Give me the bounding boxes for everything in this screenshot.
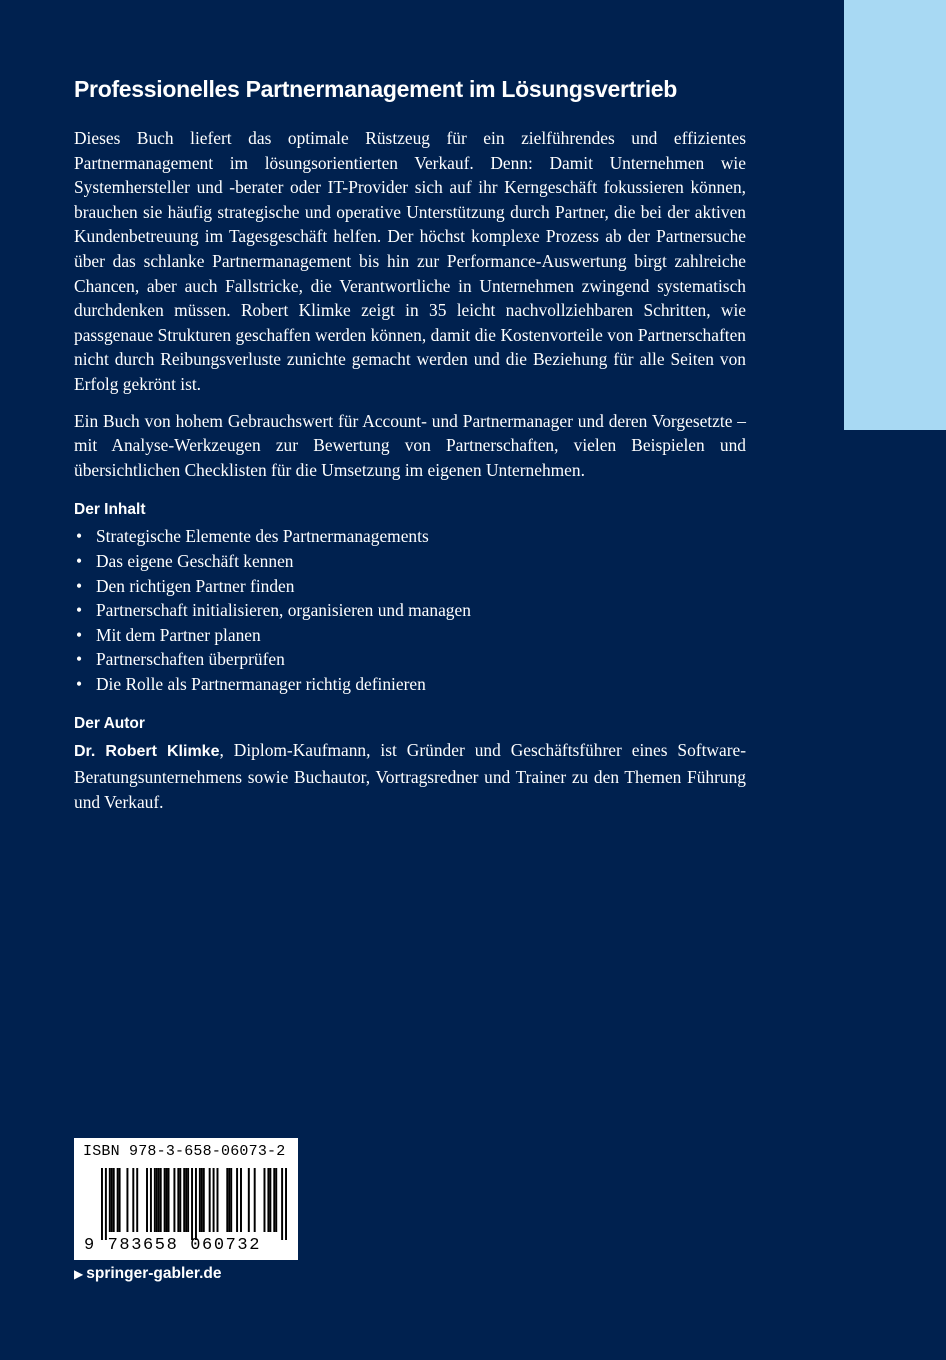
barcode-bar <box>119 1168 121 1232</box>
barcode-bar <box>203 1168 205 1232</box>
barcode-bar <box>228 1168 230 1232</box>
barcode-bar <box>136 1168 138 1232</box>
contents-item: • Die Rolle als Partnermanager richtig definieren <box>74 672 746 697</box>
barcode-bar <box>146 1168 148 1232</box>
contents-item: • Partnerschaft initialisieren, organisieren und managen <box>74 598 746 623</box>
accent-band <box>844 0 946 430</box>
barcode-bar <box>217 1168 219 1232</box>
barcode-bar <box>191 1168 193 1240</box>
barcode-box <box>74 1138 298 1260</box>
barcode-bar <box>273 1168 275 1232</box>
author-bio <box>74 738 746 814</box>
barcode-bar <box>185 1168 187 1232</box>
contents-item: • Mit dem Partner planen <box>74 623 746 648</box>
arrow-right-icon: ▶ <box>74 1267 84 1281</box>
barcode-bar <box>187 1168 189 1232</box>
barcode-bar <box>166 1168 168 1232</box>
barcode-bar <box>236 1168 238 1232</box>
barcode-bar <box>183 1168 185 1232</box>
bullet-icon: • <box>76 526 83 547</box>
barcode-bar <box>267 1168 269 1232</box>
barcode-bar <box>254 1168 256 1232</box>
barcode-icon <box>101 1168 287 1240</box>
barcode-bar <box>168 1168 170 1232</box>
barcode-bar <box>209 1168 211 1232</box>
barcode-bar <box>285 1168 287 1240</box>
ean-digits: 9 783658 060732 <box>84 1236 262 1255</box>
barcode-bar <box>111 1168 113 1232</box>
barcode-bar <box>150 1168 152 1232</box>
barcode-bar <box>226 1168 228 1232</box>
barcode-bar <box>132 1168 134 1232</box>
website-text: springer-gabler.de <box>86 1265 222 1282</box>
barcode-bar <box>240 1168 242 1232</box>
barcode-bar <box>264 1168 266 1232</box>
contents-item: • Strategische Elemente des Partnermanagements <box>74 524 746 549</box>
bullet-icon: • <box>76 624 83 645</box>
author-bio-text: , Diplom-Kaufmann, ist Gründer und Geschäftsführer eines Software-Beratungsunternehmens sowie Buchautor, Vortragsredner und Trainer zu den Themen Führung und Verkauf. <box>74 740 747 812</box>
barcode-bar <box>156 1168 158 1232</box>
barcode-bar <box>160 1168 162 1232</box>
description-paragraph-2: Ein Buch von hohem Gebrauchswert für Account- und Partnermanager und deren Vorgesetzte – mit Analyse-Werkzeugen zur Bewertung von Partnerschaften, vielen Beispielen und übersichtlichen Checklisten für die Umsetzung im eigenen Unternehmen. <box>74 410 746 480</box>
bullet-icon: • <box>76 673 83 694</box>
barcode-bar <box>101 1168 103 1240</box>
barcode-bar <box>195 1168 197 1240</box>
bullet-icon: • <box>76 550 83 571</box>
barcode-bar <box>230 1168 232 1232</box>
barcode-bar <box>158 1168 160 1232</box>
barcode-bar <box>177 1168 179 1232</box>
barcode-bar <box>281 1168 283 1240</box>
publisher-website[interactable] <box>74 1264 221 1284</box>
barcode-bar <box>213 1168 215 1232</box>
barcode-bar <box>199 1168 201 1232</box>
author-name: Dr. Robert Klimke <box>74 743 220 761</box>
contents-item: • Partnerschaften überprüfen <box>74 647 746 672</box>
barcode-bar <box>275 1168 277 1232</box>
back-cover-text <box>74 72 746 826</box>
bullet-icon: • <box>76 649 83 670</box>
barcode-bar <box>179 1168 181 1232</box>
barcode-bar <box>173 1168 175 1232</box>
book-title: Professionelles Partnermanagement im Lösungsvertrieb <box>74 76 678 102</box>
contents-list <box>74 524 746 696</box>
bullet-icon: • <box>76 575 83 596</box>
isbn-text: ISBN 978-3-658-06073-2 <box>83 1143 286 1160</box>
description-paragraph-1: Dieses Buch liefert das optimale Rüstzeug für ein zielführendes und effizientes Partnermanagement im lösungsorientierten Verkauf. Denn: Damit Unternehmen wie Systemhersteller und -berater oder IT-Provider sich auf ihr Kerngeschäft fokussieren können, brauchen sie häufig strategische und operative Unterstützung durch Partner, die bei der aktiven Kundenbetreuung im Tagesgeschäft helfen. Der höchst komplexe Prozess ab der Partnersuche über das schlanke Partnermanagement bis hin zur Performance-Auswertung birgt zahlreiche Chancen, aber auch Fallstricke, die Verantwortliche in Unternehmen zwingend systematisch durchdenken müssen. Robert Klimke zeigt in 35 leicht nachvollziehbaren Schritten, wie passgenaue Strukturen geschaffen werden können, damit die Kostenvorteile von Partnerschaften nicht durch Reibungsverluste zunichte gemacht werden und die Beziehung für alle Seiten von Erfolg gekrönt ist. <box>74 128 746 394</box>
contents-item: • Den richtigen Partner finden <box>74 574 746 599</box>
barcode-bar <box>109 1168 111 1232</box>
barcode-bar <box>201 1168 203 1232</box>
barcode-bar <box>126 1168 128 1232</box>
barcode-bar <box>164 1168 166 1232</box>
barcode-bar <box>248 1168 250 1232</box>
contents-heading: Der Inhalt <box>74 501 146 519</box>
barcode-bar <box>105 1168 107 1240</box>
barcode-bar <box>117 1168 119 1232</box>
barcode-bar <box>269 1168 271 1232</box>
author-heading: Der Autor <box>74 715 145 733</box>
barcode-bar <box>154 1168 156 1232</box>
bullet-icon: • <box>76 600 83 621</box>
contents-item: • Das eigene Geschäft kennen <box>74 549 746 574</box>
barcode-bar <box>113 1168 115 1232</box>
